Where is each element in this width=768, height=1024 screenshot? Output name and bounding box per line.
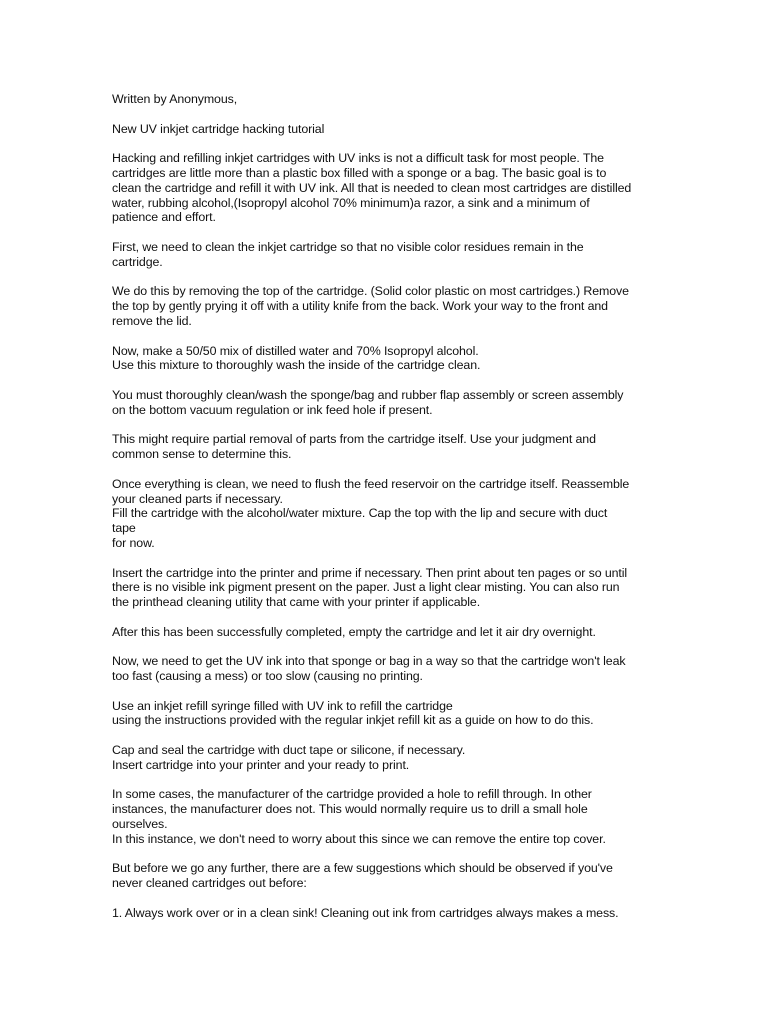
paragraph-intro: Hacking and refilling inkjet cartridges with UV inks is not a difficult task for most people. The cartridges are little more than a plastic box filled with a sponge or a bag. The basic goal is to clean the cartridge and refill it with UV ink. All that is needed to clean most cartridges are distilled water, rubbing alcohol,(Isopropyl alcohol 70% minimum)a razor, a sink and a minimum of patience and effort. [112,151,632,225]
paragraph-air-dry: After this has been successfully completed, empty the cartridge and let it air dry overnight. [112,624,596,639]
paragraph-suggestions: But before we go any further, there are a few suggestions which should be observed if you've never cleaned cartridges out before: [112,861,613,891]
author-line: Written by Anonymous, [112,92,238,106]
paragraph-flush-reservoir: Once everything is clean, we need to flush the feed reservoir on the cartridge itself. Reassemble your cleaned parts if necessary. Fill the cartridge with the alcohol/water mixture. Cap the top with the lip and secure with duct tape for now. [112,476,630,550]
paragraph-remove-top: We do this by removing the top of the cartridge. (Solid color plastic on most cartridges.) Remove the top by gently prying it off with a utility knife from the back. Work your way to the front and remove the lid. [112,284,629,328]
paragraph-print-pages: Insert the cartridge into the printer and prime if necessary. Then print about ten pages or so until there is no visible ink pigment present on the paper. Just a light clear misting. You can also run the printhead cleaning utility that came with your printer if applicable. [112,565,628,610]
paragraph-wash-sponge: You must thoroughly clean/wash the sponge/bag and rubber flap assembly or screen assembly on the bottom vacuum regulation or ink feed hole if present. [112,387,624,417]
paragraph-first-step: First, we need to clean the inkjet cartridge so that no visible color residues remain in the cartridge. [112,239,584,269]
paragraph-refill-hole: In some cases, the manufacturer of the cartridge provided a hole to refill through. In other instances, the manufacturer does not. This would normally require us to drill a small hole ourselves. In this instance, we don't need to worry about this since we can remove the entire top cover. [112,787,606,846]
paragraph-uv-ink: Now, we need to get the UV ink into that sponge or bag in a way so that the cartridge won't leak too fast (causing a mess) or too slow (causing no printing. [112,654,626,684]
list-item-suggestion-1: 1. Always work over or in a clean sink! Cleaning out ink from cartridges always makes a mess. [112,905,619,920]
paragraph-refill-syringe: Use an inkjet refill syringe filled with UV ink to refill the cartridge using the instructions provided with the regular inkjet refill kit as a guide on how to do this. [112,698,594,728]
document-title: New UV inkjet cartridge hacking tutorial [112,121,325,136]
paragraph-partial-removal: This might require partial removal of parts from the cartridge itself. Use your judgment and common sense to determine this. [112,432,596,462]
paragraph-mix: Now, make a 50/50 mix of distilled water and 70% Isopropyl alcohol. Use this mixture to thoroughly wash the inside of the cartridge clean. [112,343,481,373]
paragraph-seal: Cap and seal the cartridge with duct tape or silicone, if necessary. Insert cartridge into your printer and your ready to print. [112,743,466,772]
document-body [112,92,632,935]
